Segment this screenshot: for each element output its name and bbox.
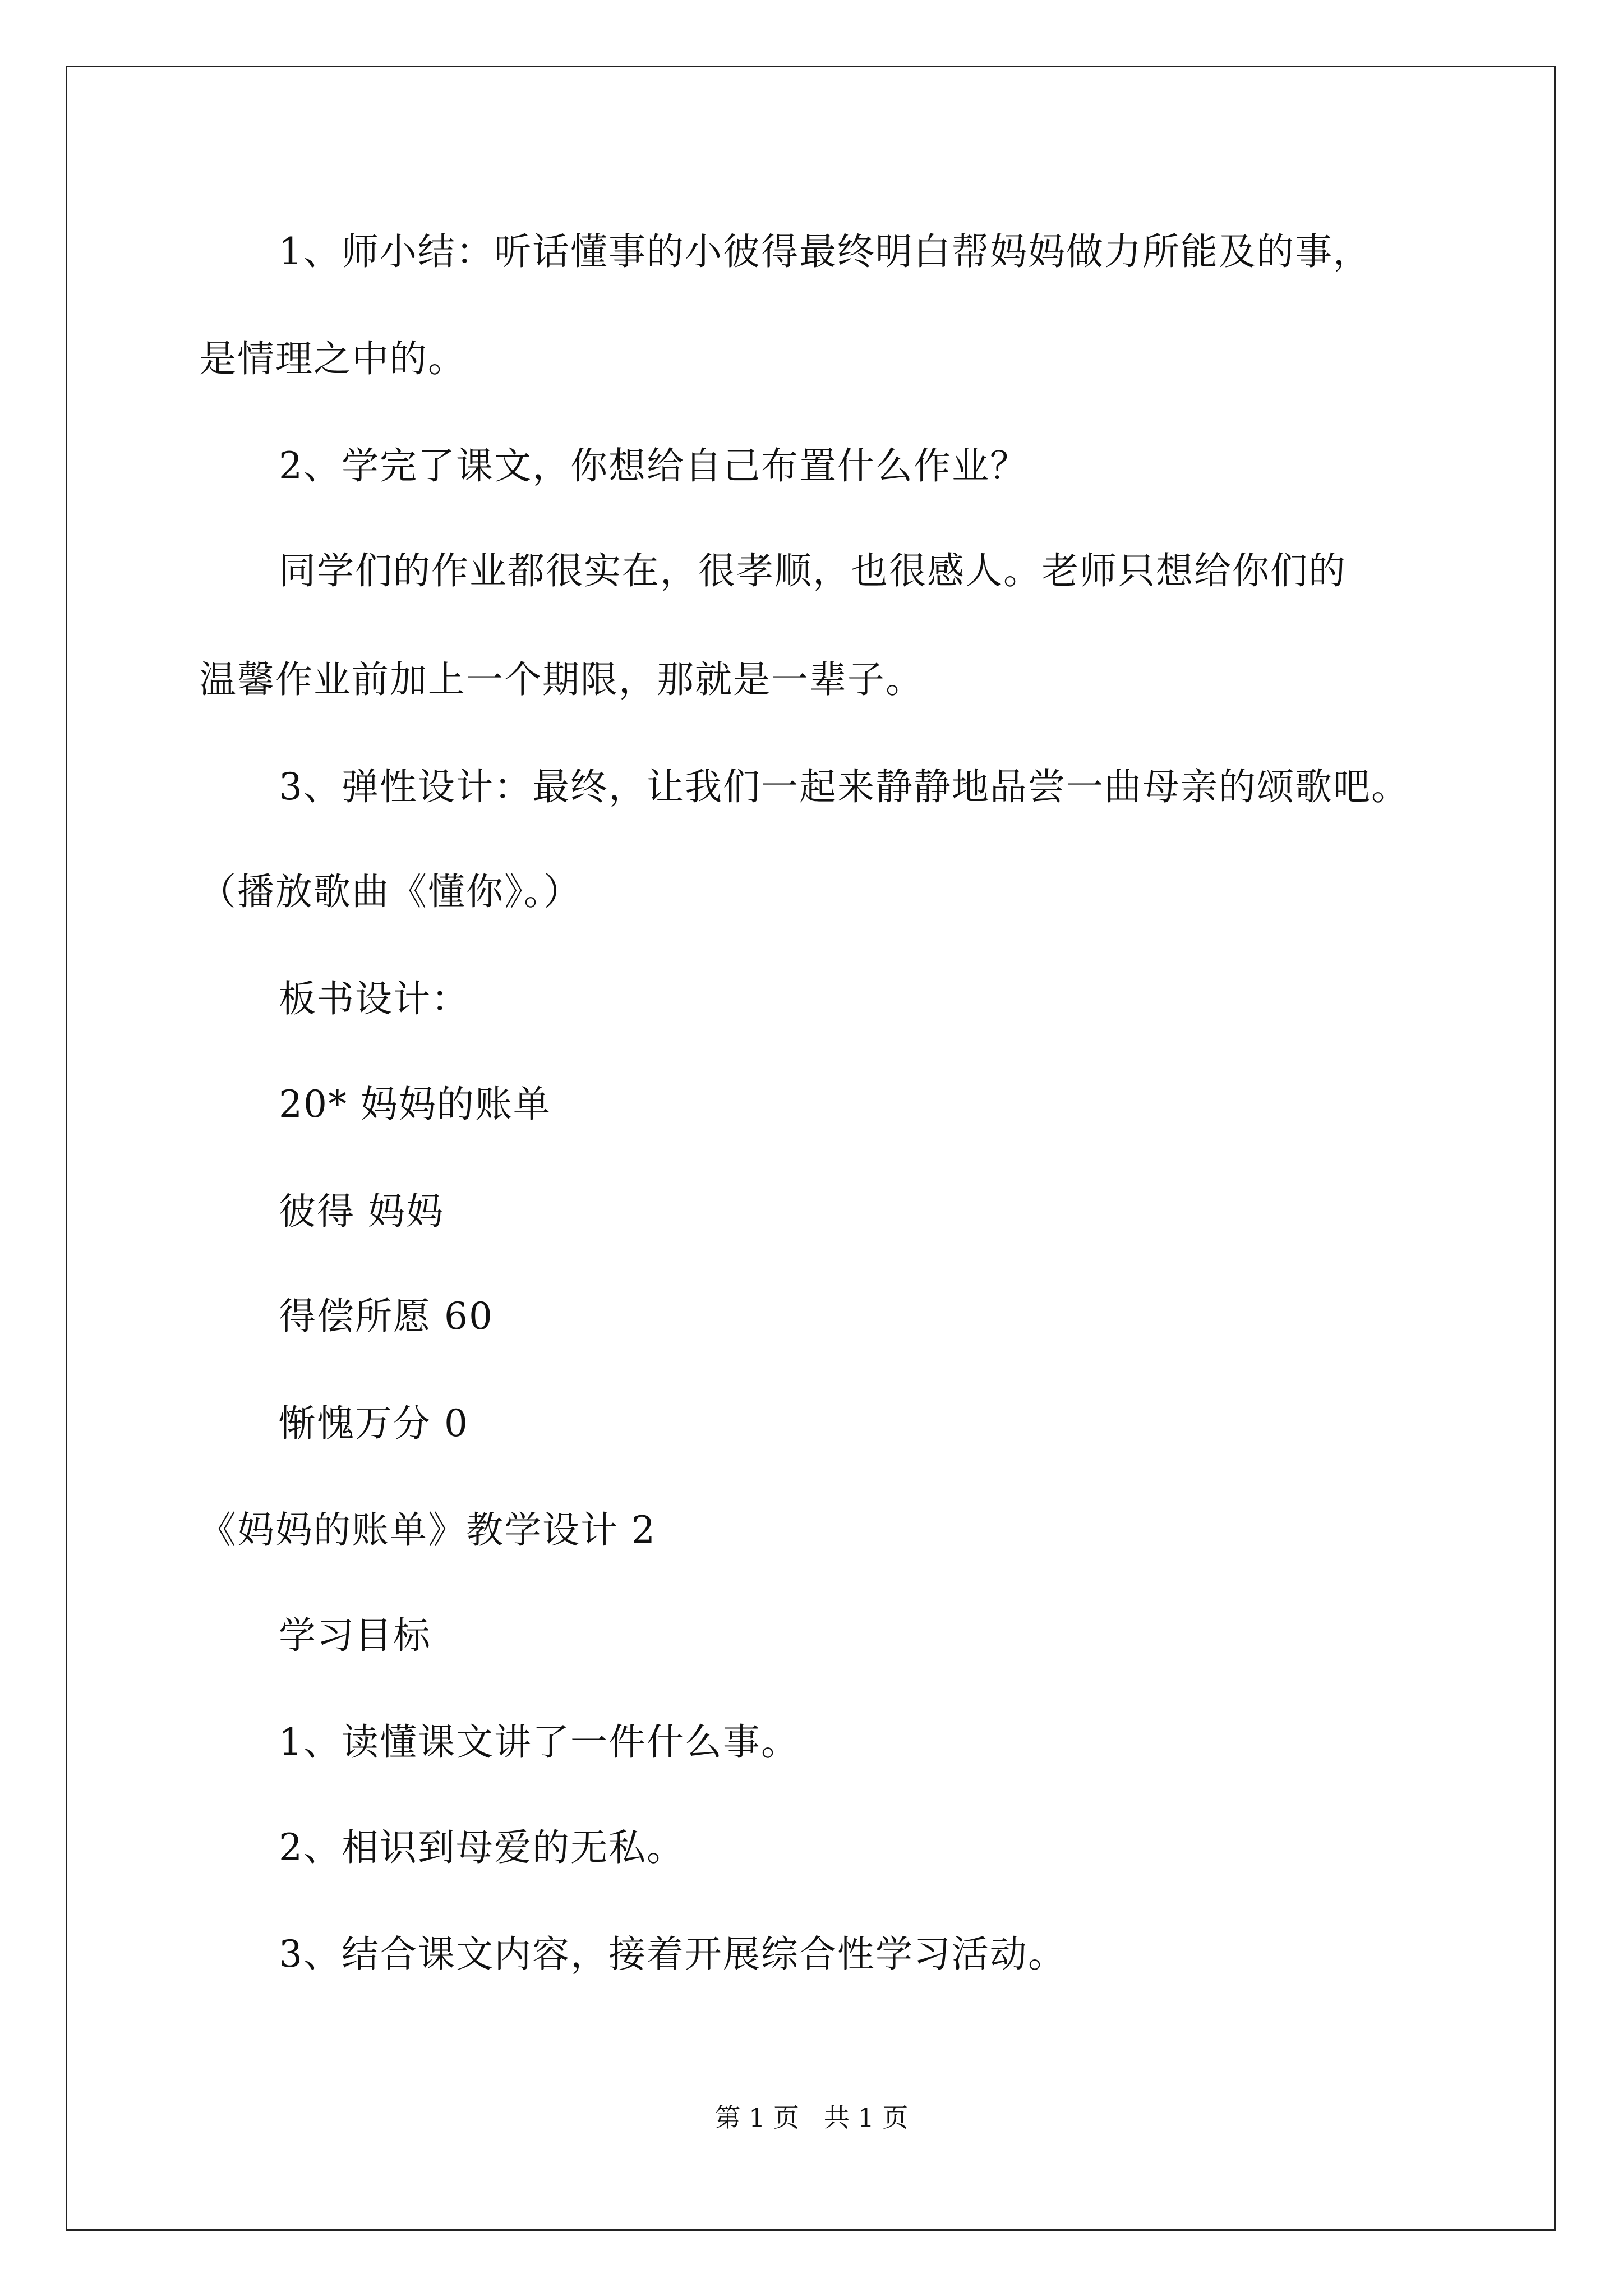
blackboard-characters: 彼得 妈妈	[279, 1190, 444, 1233]
paragraph-play-song: （播放歌曲《懂你》。）	[199, 870, 582, 913]
paragraph-homework-question: 2、学完了课文，你想给自己布置什么作业？	[279, 444, 1028, 487]
learning-goal-2: 2、相识到母爱的无私。	[279, 1826, 685, 1869]
learning-goals-heading: 学习目标	[279, 1614, 431, 1657]
paragraph-flexible-design: 3、弹性设计：最终，让我们一起来静静地品尝一曲母亲的颂歌吧。	[279, 765, 1409, 808]
paragraph-summary-line-1: 1、师小结：听话懂事的小彼得最终明白帮妈妈做力所能及的事，	[279, 230, 1371, 273]
paragraph-teacher-comment-line-2: 温馨作业前加上一个期限，那就是一辈子。	[199, 658, 924, 701]
page-border	[66, 66, 1556, 2231]
learning-goal-3: 3、结合课文内容，接着开展综合性学习活动。	[279, 1932, 1066, 1976]
section-title-design-2: 《妈妈的账单》教学设计 2	[199, 1508, 656, 1552]
blackboard-design-heading: 板书设计：	[279, 977, 469, 1020]
learning-goal-1: 1、读懂课文讲了一件什么事。	[279, 1720, 799, 1764]
blackboard-mother-line: 惭愧万分 0	[279, 1402, 469, 1445]
blackboard-title: 20* 妈妈的账单	[279, 1083, 551, 1126]
page-number-footer: 第 1 页 共 1 页	[714, 2102, 909, 2133]
paragraph-teacher-comment-line-1: 同学们的作业都很实在，很孝顺，也很感人。老师只想给你们的	[279, 549, 1347, 592]
blackboard-peter-line: 得偿所愿 60	[279, 1295, 494, 1338]
paragraph-summary-line-2: 是情理之中的。	[199, 337, 466, 380]
